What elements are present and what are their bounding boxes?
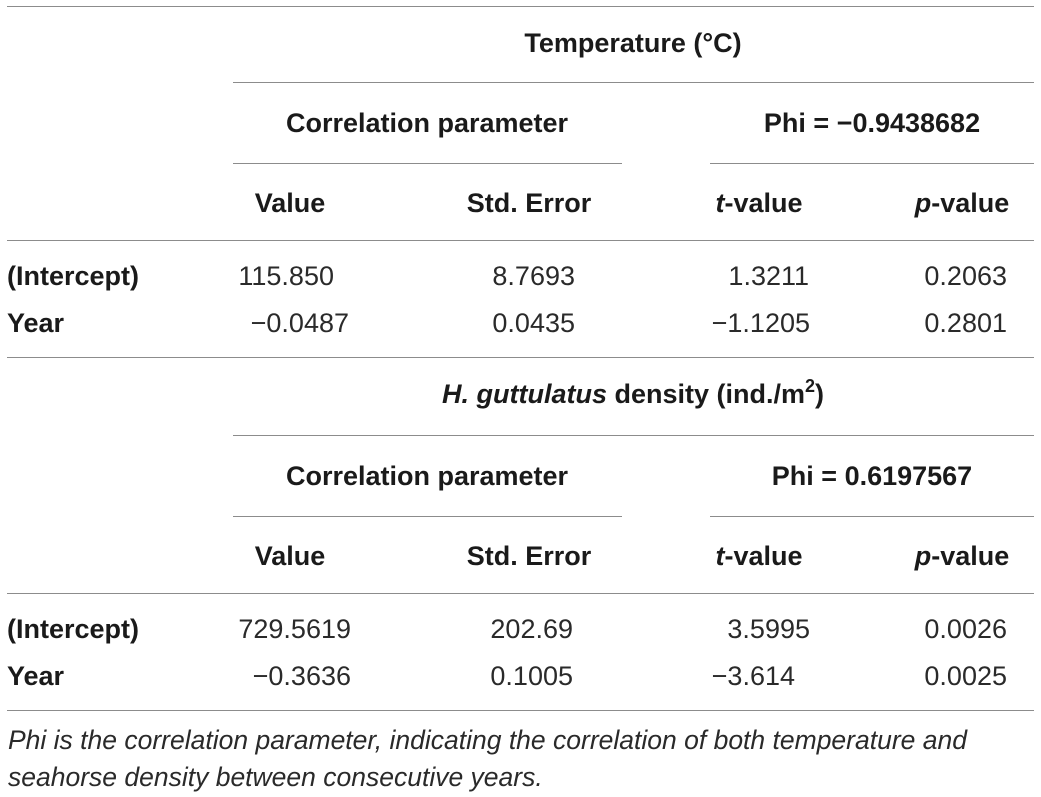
s1-row1-t-value: 1.3211 [728, 261, 809, 291]
s2-row2-std-error: 0.1005 [490, 661, 573, 691]
s1-row1-std-error: 8.7693 [492, 261, 575, 291]
table-caption: Phi is the correlation parameter, indicating the correlation of both temperature and seahorse density between consecutive years. [8, 725, 967, 792]
s2-group-left-rule [233, 516, 622, 517]
section-divider-rule [7, 357, 1034, 358]
top-rule [7, 6, 1034, 7]
s1-row2-t-value: −1.1205 [711, 308, 810, 338]
s1-title-rule [233, 82, 1034, 83]
s1-row1-value: 115.850 [238, 261, 334, 291]
s2-row1-std-error: 202.69 [490, 614, 573, 644]
s1-header-t-value: t-value [715, 188, 803, 218]
s1-group-right-rule [710, 163, 1034, 164]
s1-row2-p-value: 0.2801 [924, 308, 1007, 338]
s2-header-t-value: t-value [715, 541, 803, 571]
s1-group-left-rule [233, 163, 622, 164]
s2-row1-p-value: 0.0026 [924, 614, 1007, 644]
s2-header-rule [7, 593, 1034, 594]
s2-header-std-error: Std. Error [466, 541, 592, 571]
s2-title-species: H. guttulatus [441, 379, 607, 409]
s1-row2-value: −0.0487 [250, 308, 349, 338]
s1-title: Temperature (°C) [524, 28, 742, 58]
s1-header-value: Value [254, 188, 326, 218]
s2-title: H. guttulatus density $(ind./m^2)$ [441, 376, 825, 409]
s2-row1-value: 729.5619 [238, 614, 351, 644]
s2-group-right-rule [710, 516, 1034, 517]
s2-title-rule [233, 435, 1034, 436]
s1-group-left-heading: Correlation parameter [285, 108, 569, 138]
s2-row2-value: −0.3636 [252, 661, 351, 691]
s2-group-left-heading: Correlation parameter [285, 461, 569, 491]
s1-row1-label: (Intercept) [7, 261, 140, 291]
s2-row1-t-value: 3.5995 [727, 614, 810, 644]
s1-row2-label: Year [7, 308, 65, 338]
s1-header-rule [7, 240, 1034, 241]
s2-header-value: Value [254, 541, 326, 571]
s1-row2-std-error: 0.0435 [492, 308, 575, 338]
s2-row2-t-value: −3.614 [711, 661, 795, 691]
s1-header-p-value: p-value [914, 188, 1010, 218]
s2-row2-label: Year [7, 661, 65, 691]
s2-header-p-value: p-value [914, 541, 1010, 571]
s1-header-std-error: Std. Error [466, 188, 592, 218]
s2-row2-p-value: 0.0025 [924, 661, 1007, 691]
s1-group-right-heading: Phi = −0.9438682 [763, 108, 981, 138]
bottom-rule [7, 710, 1034, 711]
s1-row1-p-value: 0.2063 [924, 261, 1007, 291]
s2-row1-label: (Intercept) [7, 614, 140, 644]
s2-group-right-heading: Phi = 0.6197567 [771, 461, 973, 491]
